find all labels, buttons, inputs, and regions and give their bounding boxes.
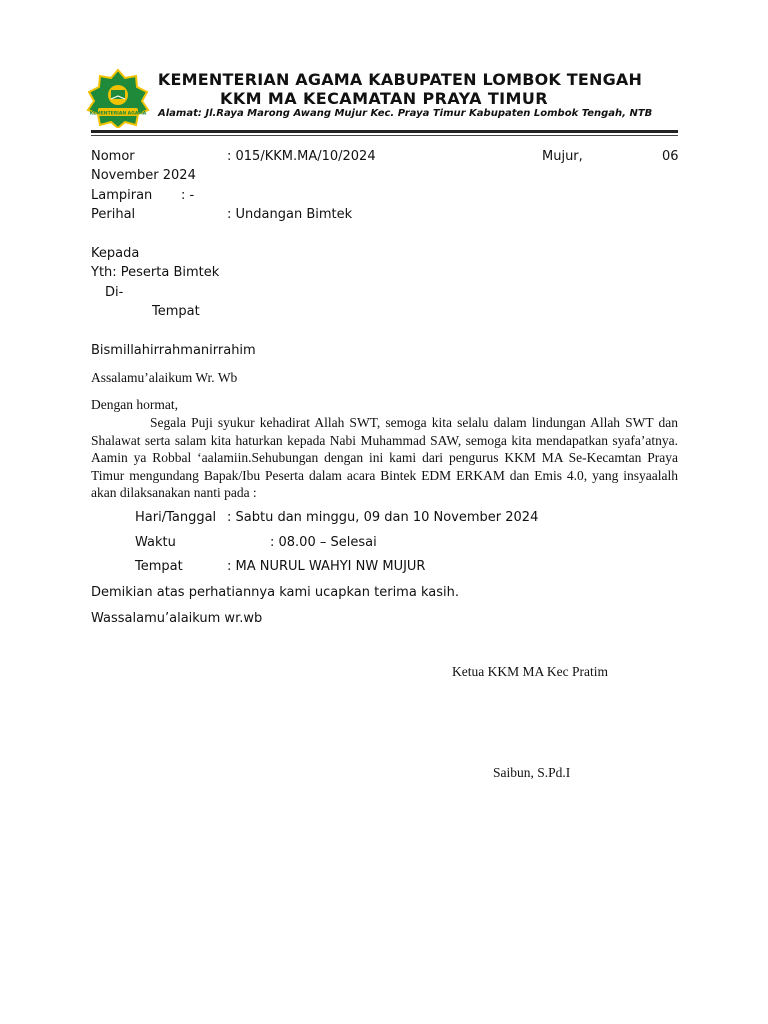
waktu-value: : 08.00 – Selesai bbox=[270, 535, 377, 550]
perihal-label: Perihal bbox=[91, 207, 136, 222]
lampiran-value: : - bbox=[181, 188, 195, 203]
letter-date-rest: November 2024 bbox=[91, 168, 196, 183]
waktu-label: Waktu bbox=[135, 535, 176, 550]
letter-date-day: 06 bbox=[662, 149, 679, 164]
closing-text: Demikian atas perhatiannya kami ucapkan terima kasih. bbox=[91, 585, 459, 600]
header-rule-thin bbox=[91, 135, 678, 136]
letterhead-title: KEMENTERIAN AGAMA KABUPATEN LOMBOK TENGAH bbox=[157, 70, 643, 89]
logo-ribbon-text: KEMENTERIAN AGAMA bbox=[89, 111, 147, 117]
letterhead-subtitle: KKM MA KECAMATAN PRAYA TIMUR bbox=[220, 89, 548, 108]
signer-name: Saibun, S.Pd.I bbox=[493, 765, 571, 780]
kepada-label: Kepada bbox=[91, 246, 140, 261]
perihal-value: : Undangan Bimtek bbox=[227, 207, 353, 222]
body-paragraph: Segala Puji syukur kehadirat Allah SWT, semoga kita selalu dalam lindungan Allah SWT dan Shalawat serta salam kita haturkan kepada Nabi Muhammad SAW, semoga kita mendapatkan syafa’atnya. Aamin ya Robbal ‘aalamiin.Sehubungan dengan ini kami dari pengurus KKM MA Se-Kecamtan Praya Timur mengundang Bapak/Ibu Peserta dalam acara Bintek EDM ERKAM dan Emis 4.0, yang insyaalalh akan dilaksanakan nanti pada : bbox=[91, 415, 678, 500]
nomor-label: Nomor bbox=[91, 149, 135, 164]
recipient-name: Yth: Peserta Bimtek bbox=[91, 265, 220, 280]
recipient-place: Tempat bbox=[152, 304, 200, 319]
letter-place: Mujur, bbox=[542, 149, 583, 164]
lampiran-label: Lampiran bbox=[91, 188, 153, 203]
wassalam-text: Wassalamu’alaikum wr.wb bbox=[91, 611, 263, 626]
tempat-value: : MA NURUL WAHYI NW MUJUR bbox=[227, 559, 426, 574]
recipient-di: Di- bbox=[105, 285, 124, 300]
hari-value: : Sabtu dan minggu, 09 dan 10 November 2024 bbox=[227, 510, 539, 525]
header-rule-thick bbox=[91, 130, 678, 133]
signature-position: Ketua KKM MA Kec Pratim bbox=[452, 664, 608, 679]
hormat-text: Dengan hormat, bbox=[91, 397, 178, 412]
hari-label: Hari/Tanggal bbox=[135, 510, 217, 525]
salam-text: Assalamu’alaikum Wr. Wb bbox=[91, 370, 238, 385]
tempat-label: Tempat bbox=[135, 559, 183, 574]
letterhead-address: Alamat: Jl.Raya Marong Awang Mujur Kec. Praya Timur Kabupaten Lombok Tengah, NTB bbox=[158, 108, 653, 119]
bismillah-text: Bismillahirrahmanirrahim bbox=[91, 343, 256, 358]
nomor-value: : 015/KKM.MA/10/2024 bbox=[227, 149, 376, 164]
